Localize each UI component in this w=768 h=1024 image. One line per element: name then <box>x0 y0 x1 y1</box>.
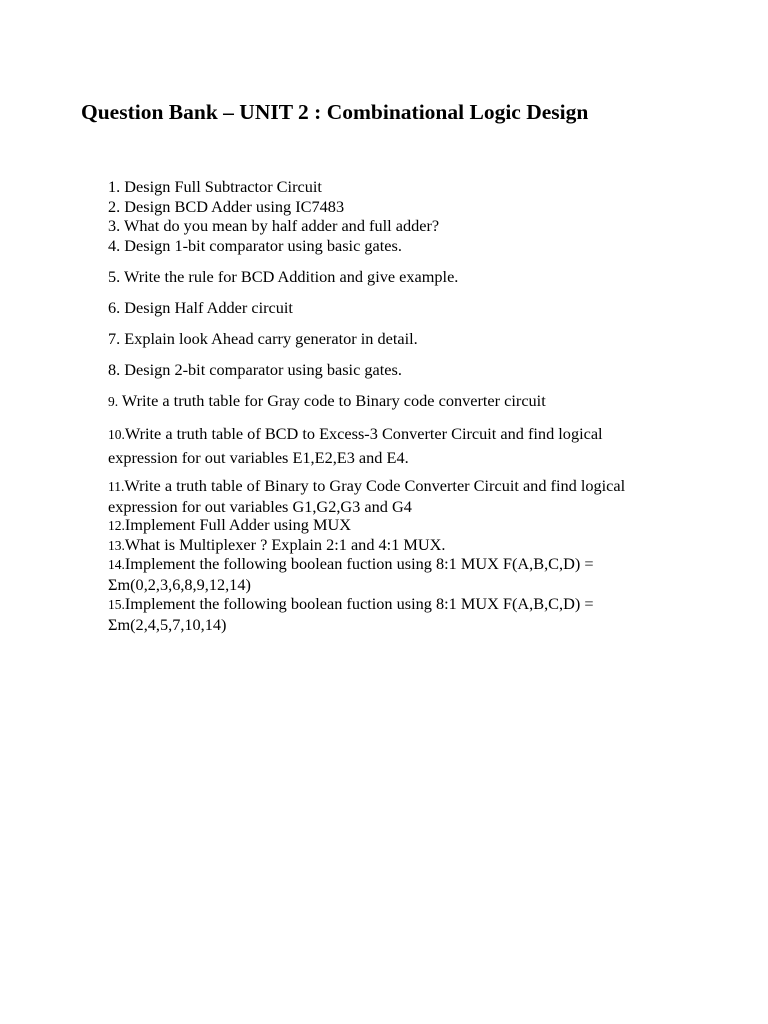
question-text: Explain look Ahead carry generator in detail. <box>120 329 418 348</box>
question-number: 15. <box>108 597 125 612</box>
question-7 <box>108 329 418 349</box>
question-5 <box>108 267 458 287</box>
question-number: 3. <box>108 216 121 235</box>
question-number: 11. <box>108 479 125 494</box>
question-text: Write a truth table of Binary to Gray Code Converter Circuit and find logical <box>124 476 626 495</box>
question-text: Implement Full Adder using MUX <box>124 515 351 534</box>
question-9 <box>108 391 546 412</box>
question-number: 6. <box>108 298 121 317</box>
question-number: 2. <box>108 197 121 216</box>
question-number: 1. <box>108 177 121 196</box>
page-title: Question Bank – UNIT 2 : Combinational Logic Design <box>81 100 589 124</box>
question-text-continued: Σm(2,4,5,7,10,14) <box>108 614 227 634</box>
question-3 <box>108 216 439 236</box>
question-15 <box>108 594 594 634</box>
question-number: 7. <box>108 329 121 348</box>
question-text: What do you mean by half adder and full adder? <box>120 216 440 235</box>
question-8 <box>108 360 402 380</box>
question-text: Design 2-bit comparator using basic gates. <box>120 360 402 379</box>
question-6 <box>108 298 293 318</box>
question-11 <box>108 476 625 516</box>
question-2 <box>108 197 344 217</box>
question-number: 10. <box>108 427 125 442</box>
question-text: Implement the following boolean fuction using 8:1 MUX F(A,B,C,D) = <box>124 594 594 613</box>
question-13 <box>108 535 445 556</box>
question-1 <box>108 177 322 197</box>
question-number: 4. <box>108 236 121 255</box>
question-text: Write a truth table of BCD to Excess-3 Converter Circuit and find logical <box>124 424 603 443</box>
question-text: Implement the following boolean fuction using 8:1 MUX F(A,B,C,D) = <box>124 554 594 573</box>
question-10 <box>108 422 603 469</box>
question-text: Write a truth table for Gray code to Binary code converter circuit <box>118 391 546 410</box>
question-14 <box>108 554 594 594</box>
question-text-continued: Σm(0,2,3,6,8,9,12,14) <box>108 574 251 594</box>
question-text: Design 1-bit comparator using basic gates. <box>120 236 402 255</box>
question-text: Design BCD Adder using IC7483 <box>120 197 345 216</box>
question-text-continued: expression for out variables E1,E2,E3 and E4. <box>108 448 409 467</box>
question-number: 13. <box>108 538 125 553</box>
question-text: Write the rule for BCD Addition and give example. <box>120 267 459 286</box>
question-12 <box>108 515 351 536</box>
question-number: 14. <box>108 557 125 572</box>
question-number: 5. <box>108 267 121 286</box>
question-text: What is Multiplexer ? Explain 2:1 and 4:1 MUX. <box>124 535 446 554</box>
question-number: 12. <box>108 518 125 533</box>
question-text: Design Half Adder circuit <box>120 298 293 317</box>
question-number: 8. <box>108 360 121 379</box>
question-text-continued: expression for out variables G1,G2,G3 and G4 <box>108 496 412 516</box>
question-number: 9. <box>108 394 119 409</box>
question-text: Design Full Subtractor Circuit <box>120 177 322 196</box>
question-4 <box>108 236 402 256</box>
